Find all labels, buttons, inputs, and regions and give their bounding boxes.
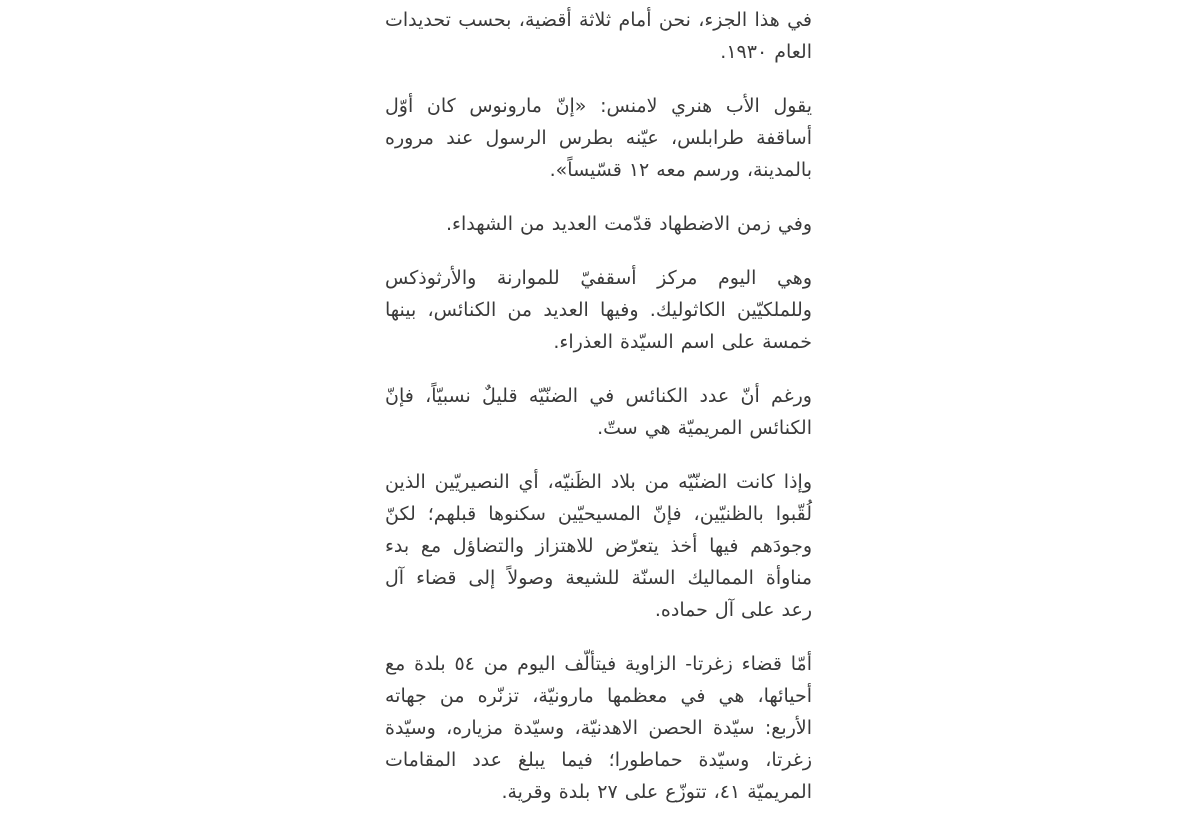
paragraph-zgharta-zawiya: أمّا قضاء زغرتا- الزاوية فيتألّف اليوم من ٥٤ بلدة مع أحيائها، هي في معظمها مارونيّة، تزنّره من جهاته الأربع: سيّدة الحصن الاهدنيّة، وسيّدة مزياره، وسيّدة زغرتا، وسيّدة حماطورا؛ فيما يبلغ عدد المقامات المريميّة ٤١، تتوزّع على ٢٧ بلدة وقرية. (385, 653, 812, 803)
arabic-text-block (385, 4, 812, 808)
paragraph-dinniyeh-history: وإذا كانت الضنّيّه من بلاد الظَنيّه، أي النصيريّين الذين لُقّبوا بالظنيّين، فإنّ المسيحيّين سكنوها قبلهم؛ لكنّ وجودَهم فيها أخذ يتعرّض للاهتزاز والتضاؤل مع بدء مناوأة المماليك السنّة للشيعة وصولاً إلى قضاء آل رعد على آل حماده. (385, 471, 812, 621)
paragraph-episcopal-center: وهي اليوم مركز أسقفيّ للموارنة والأرثوذكس وللملكيّين الكاثوليك. وفيها العديد من الكنائس، بينها خمسة على اسم السيّدة العذراء. (385, 267, 812, 353)
paragraph-marian-churches: ورغم أنّ عدد الكنائس في الضنّيّه قليلٌ نسبيّاً، فإنّ الكنائس المريميّة هي ستّ. (385, 385, 812, 439)
paragraph-lammens-quote: يقول الأب هنري لامنس: «إنّ مارونوس كان أوّل أساقفة طرابلس، عيّنه بطرس الرسول عند مروره بالمدينة، ورسم معه ١٢ قسّيساً». (385, 95, 812, 181)
paragraph-persecution: وفي زمن الاضطهاد قدّمت العديد من الشهداء. (446, 213, 812, 235)
paragraph-districts-intro: في هذا الجزء، نحن أمام ثلاثة أقضية، بحسب تحديدات العام ١٩٣٠. (385, 9, 812, 63)
